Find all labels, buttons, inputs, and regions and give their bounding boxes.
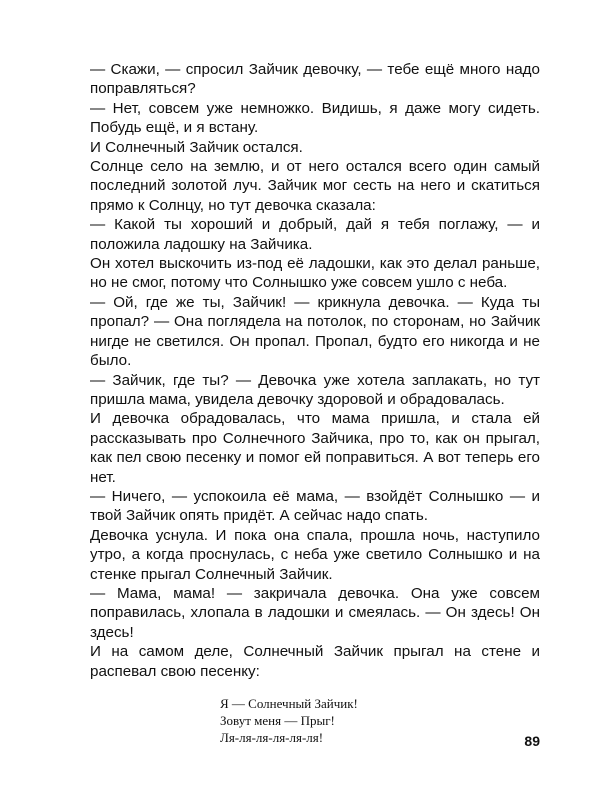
paragraph: — Мама, мама! — закричала девочка. Она уже совсем поправилась, хлопала в ладошки и смеялась. — Он здесь! Он здесь! [90, 584, 540, 641]
song-verse [220, 695, 540, 746]
paragraph: Он хотел выскочить из-под её ладошки, как это делал раньше, но не смог, потому что Солнышко уже совсем ушло с неба. [90, 255, 540, 292]
paragraph: Девочка уснула. И пока она спала, прошла ночь, наступило утро, а когда проснулась, с неба уже светило Солнышко и на стенке прыгал Солнечный Зайчик. [90, 526, 540, 583]
page-body [90, 60, 540, 746]
paragraph: И девочка обрадовалась, что мама пришла, и стала ей рассказывать про Солнечного Зайчика, про то, как он прыгал, как пел свою песенку и помог ей поправиться. А вот теперь его нет. [90, 410, 540, 486]
paragraph: — Зайчик, где ты? — Девочка уже хотела заплакать, но тут пришла мама, увидела девочку здоровой и обрадовалась. [90, 371, 540, 408]
verse-line: Ля-ля-ля-ля-ля-ля! [220, 730, 324, 745]
paragraph: Солнце село на землю, и от него остался всего один самый последний золотой луч. Зайчик мог сесть на него и скатиться прямо к Солнцу, но тут девочка сказала: [90, 158, 540, 214]
page-number: 89 [524, 733, 540, 749]
verse-line: Я — Солнечный Зайчик! [220, 696, 358, 711]
verse-line: Зовут меня — Прыг! [220, 713, 335, 728]
paragraph: И на самом деле, Солнечный Зайчик прыгал на стене и распевал свою песенку: [90, 643, 540, 680]
paragraph: И Солнечный Зайчик остался. [90, 138, 303, 156]
paragraph: — Нет, совсем уже немножко. Видишь, я даже могу сидеть. Побудь ещё, и я встану. [90, 99, 540, 137]
paragraph: — Скажи, — спросил Зайчик девочку, — тебе ещё много надо поправляться? [90, 61, 540, 98]
paragraph: — Ничего, — успокоила её мама, — взойдёт Солнышко — и твой Зайчик опять придёт. А сейчас надо спать. [90, 487, 540, 525]
paragraph: — Ой, где же ты, Зайчик! — крикнула девочка. — Куда ты пропал? — Она поглядела на потолок, по сторонам, но Зайчик нигде не светился. Он пропал. Пропал, будто его никогда и не было. [90, 293, 540, 370]
paragraph: — Какой ты хороший и добрый, дай я тебя поглажу, — и положила ладошку на Зайчика. [90, 216, 540, 253]
